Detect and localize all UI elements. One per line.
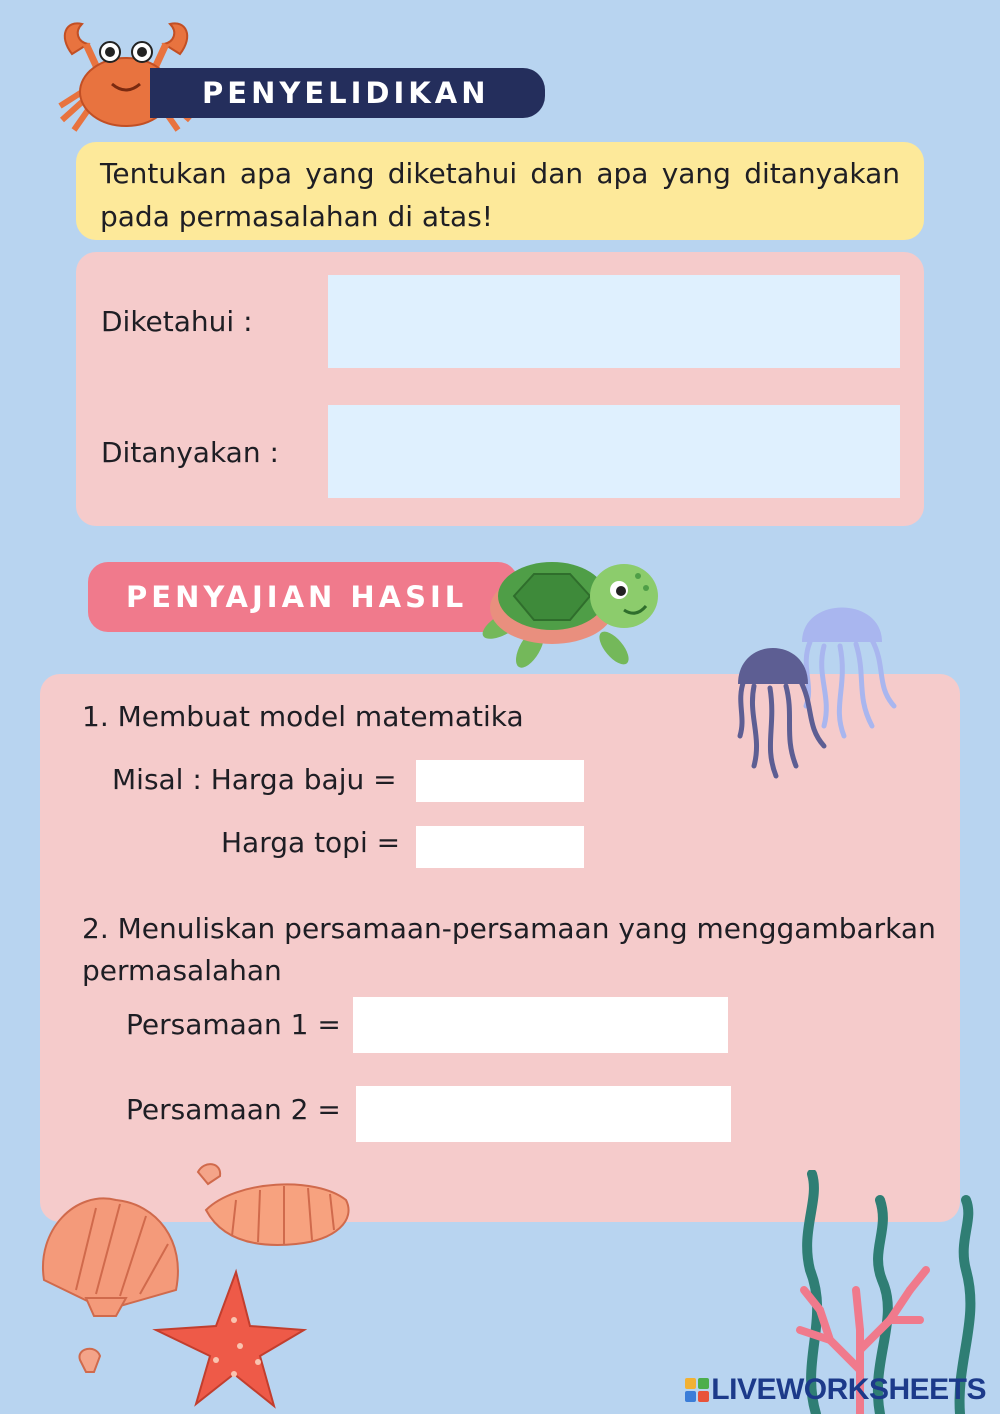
asked-label: Ditanyakan : xyxy=(101,436,279,469)
equation1-label: Persamaan 1 = xyxy=(126,1008,341,1041)
harga-topi-label: Harga topi = xyxy=(221,826,401,859)
seashells-icon xyxy=(36,1160,366,1410)
asked-input[interactable] xyxy=(328,405,900,498)
liveworksheets-logo-icon xyxy=(685,1378,709,1402)
instruction-box xyxy=(76,142,924,240)
step2-heading: 2. Menuliskan persamaan-persamaan yang menggambarkan xyxy=(82,912,936,945)
liveworksheets-logo xyxy=(685,1373,986,1407)
section-title-penyelidikan xyxy=(150,68,545,118)
section-title-text: PENYAJIAN HASIL xyxy=(126,580,468,614)
equation2-input[interactable] xyxy=(356,1086,731,1142)
equation1-input[interactable] xyxy=(353,997,728,1053)
section-title-text: PENYELIDIKAN xyxy=(202,76,490,110)
section-title-penyajian-hasil xyxy=(88,562,518,632)
jellyfish-icon xyxy=(736,576,906,790)
known-label: Diketahui : xyxy=(101,305,253,338)
misal-label: Misal : Harga baju = xyxy=(112,763,397,796)
instruction-text: Tentukan apa yang diketahui dan apa yang ditanyakan pada permasalahan di atas! xyxy=(100,157,900,233)
equation2-label: Persamaan 2 = xyxy=(126,1093,341,1126)
turtle-icon xyxy=(474,544,664,672)
known-input[interactable] xyxy=(328,275,900,368)
liveworksheets-brand-text: LIVEWORKSHEETS xyxy=(711,1373,986,1406)
harga-topi-input[interactable] xyxy=(416,826,584,868)
step2-heading-continued: permasalahan xyxy=(82,954,282,987)
step1-heading: 1. Membuat model matematika xyxy=(82,700,524,733)
harga-baju-input[interactable] xyxy=(416,760,584,802)
